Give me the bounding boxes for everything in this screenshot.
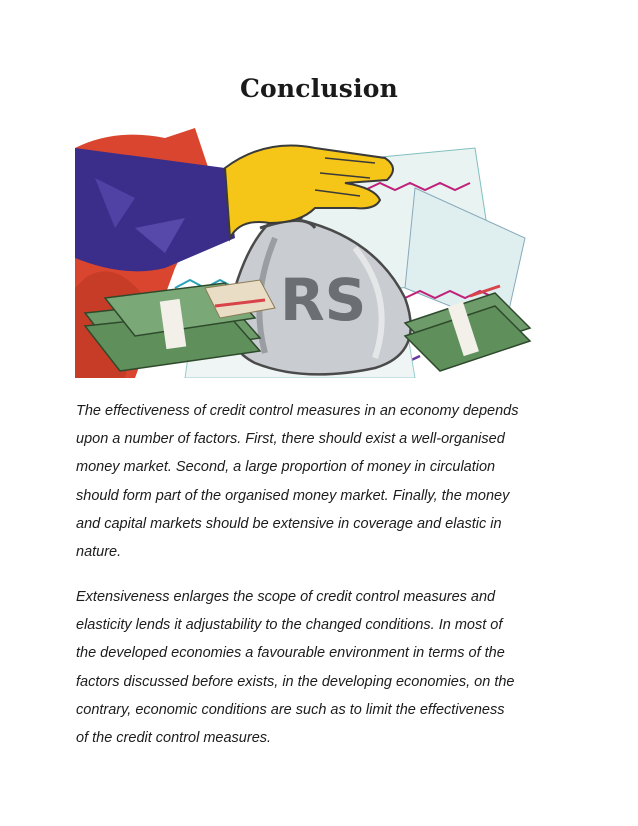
paragraph-line: The effectiveness of credit control measures in an economy depends [76, 403, 519, 419]
paragraph-line: and capital markets should be extensive in coverage and elastic in [76, 515, 502, 532]
paragraph-1 [76, 397, 556, 566]
paragraph-line: factors discussed before exists, in the developing economies, on the [76, 673, 515, 690]
bag-label: RS [280, 266, 367, 334]
paragraph-line: should form part of the organised money market. Finally, the money [76, 487, 510, 504]
page-title: Conclusion [239, 74, 399, 103]
paragraph-line: Extensiveness enlarges the scope of credit control measures and [76, 589, 496, 605]
paragraph-line: nature. [76, 544, 122, 561]
paragraph-line: upon a number of factors. First, there should exist a well-organised [76, 431, 505, 448]
paragraph-line: elasticity lends it adjustability to the changed conditions. In most of [76, 617, 503, 634]
paragraph-line: contrary, economic conditions are such as to limit the effectiveness [76, 701, 505, 718]
money-bag-illustration [75, 128, 537, 378]
paragraph-line: money market. Second, a large proportion of money in circulation [76, 459, 496, 476]
paragraph-line: the developed economies a favourable environment in terms of the [76, 645, 505, 662]
paragraph-2 [76, 583, 556, 752]
paragraph-line: of the credit control measures. [76, 730, 272, 747]
